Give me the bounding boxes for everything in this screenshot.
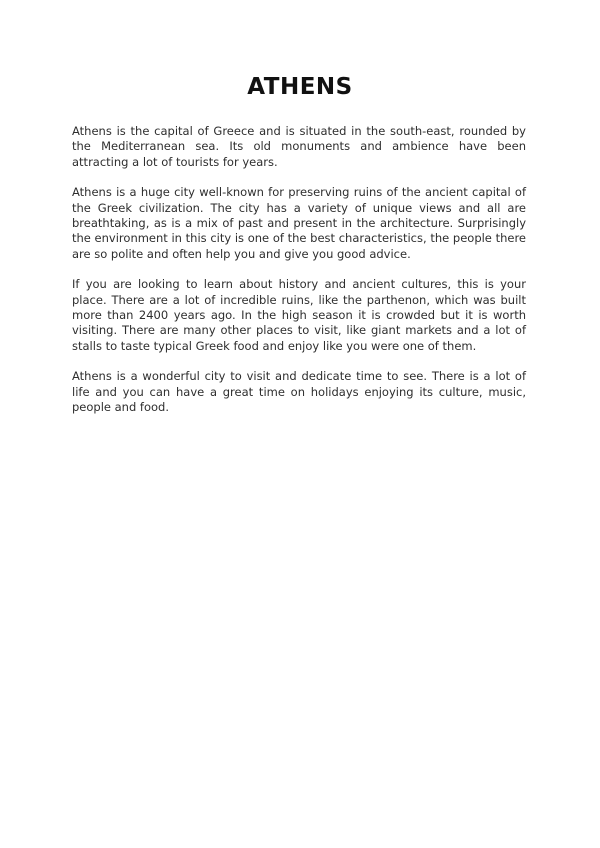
paragraph-history: If you are looking to learn about history and ancient cultures, this is your place. There are a lot of incredible ruins, like the parthenon, which was built more than 2400 years ago. In the high season it is crowded but it is worth visiting. There are many other places to visit, like giant markets and a lot of stalls to taste typical Greek food and enjoy like you were one of them. xyxy=(72,277,526,353)
paragraph-conclusion: Athens is a wonderful city to visit and dedicate time to see. There is a lot of life and you can have a great time on holidays enjoying its culture, music, people and food. xyxy=(72,369,526,415)
article-body xyxy=(72,124,526,431)
paragraph-intro: Athens is the capital of Greece and is situated in the south-east, rounded by the Mediterranean sea. Its old monuments and ambience have been attracting a lot of tourists for years. xyxy=(72,124,526,169)
page-title: ATHENS xyxy=(247,74,353,100)
paragraph-city: Athens is a huge city well-known for preserving ruins of the ancient capital of the Greek civilization. The city has a variety of unique views and all are breathtaking, as is a mix of past and present in the architecture. Surprisingly the environment in this city is one of the best characteristics, the people there are so polite and often help you and give you good advice. xyxy=(72,185,526,261)
